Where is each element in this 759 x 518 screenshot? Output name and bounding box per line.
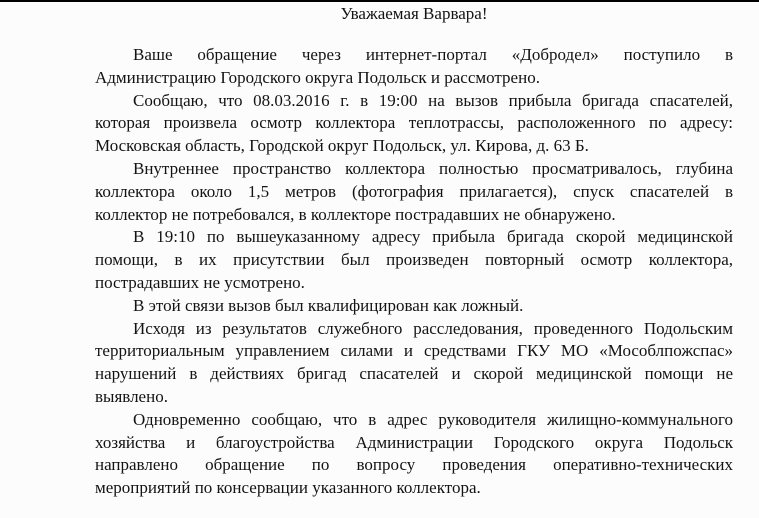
- paragraph: [95, 226, 733, 294]
- text-line: направлено обращение по вопросу проведения оперативно-технических: [95, 455, 733, 475]
- text-line: Одновременно сообщаю, что в адрес руководителя жилищно-коммунального: [133, 409, 733, 429]
- text-line: коллектор не потребовался, в коллекторе пострадавших не обнаружено.: [95, 204, 616, 224]
- salutation: Уважаемая Варвара!: [340, 4, 488, 23]
- text-line: Московская область, Городской округ Подольск, ул. Кирова, д. 63 Б.: [95, 136, 589, 156]
- text-line: помощи, в их присутствии был произведен повторный осмотр коллектора,: [95, 250, 733, 270]
- text-line: мероприятий по консервации указанного коллектора.: [95, 478, 481, 498]
- paragraph: [95, 409, 733, 500]
- text-line: пострадавших не усмотрено.: [95, 272, 305, 292]
- text-line: коллектора около 1,5 метров (фотография прилагается), спуск спасателей в: [95, 181, 733, 201]
- text-line: В этой связи вызов был квалифицирован как ложный.: [133, 295, 524, 315]
- paragraph: [95, 44, 733, 90]
- text-line: В 19:10 по вышеуказанному адресу прибыла бригада скорой медицинской: [133, 227, 733, 247]
- blank-line: [95, 25, 733, 44]
- text-line: нарушений в действиях бригад спасателей и скорой медицинской помощи не: [95, 364, 733, 384]
- text-line: которая произвела осмотр коллектора теплотрассы, расположенного по адресу:: [95, 113, 733, 133]
- text-line: хозяйства и благоустройства Администрации Городского округа Подольск: [95, 432, 733, 452]
- text-line: Исходя из результатов служебного расследования, проведенного Подольским: [133, 318, 733, 338]
- text-line: территориальным управлением силами и средствами ГКУ МО «Мособлпожспас»: [95, 341, 733, 361]
- letter-page: [0, 2, 759, 500]
- text-line: Администрацию Городского округа Подольск и рассмотрено.: [95, 67, 540, 87]
- text-line: Внутреннее пространство коллектора полностью просматривалось, глубина: [133, 158, 733, 178]
- text-line: выявлено.: [95, 386, 168, 406]
- letter-body: [95, 44, 733, 500]
- text-line: Ваше обращение через интернет-портал «Добродел» поступило в: [133, 45, 733, 64]
- paragraph: [95, 90, 733, 158]
- paragraph: [95, 318, 733, 409]
- text-line: Сообщаю, что 08.03.2016 г. в 19:00 на вызов прибыла бригада спасателей,: [133, 90, 733, 110]
- paragraph: [95, 158, 733, 226]
- paragraph: [95, 295, 733, 318]
